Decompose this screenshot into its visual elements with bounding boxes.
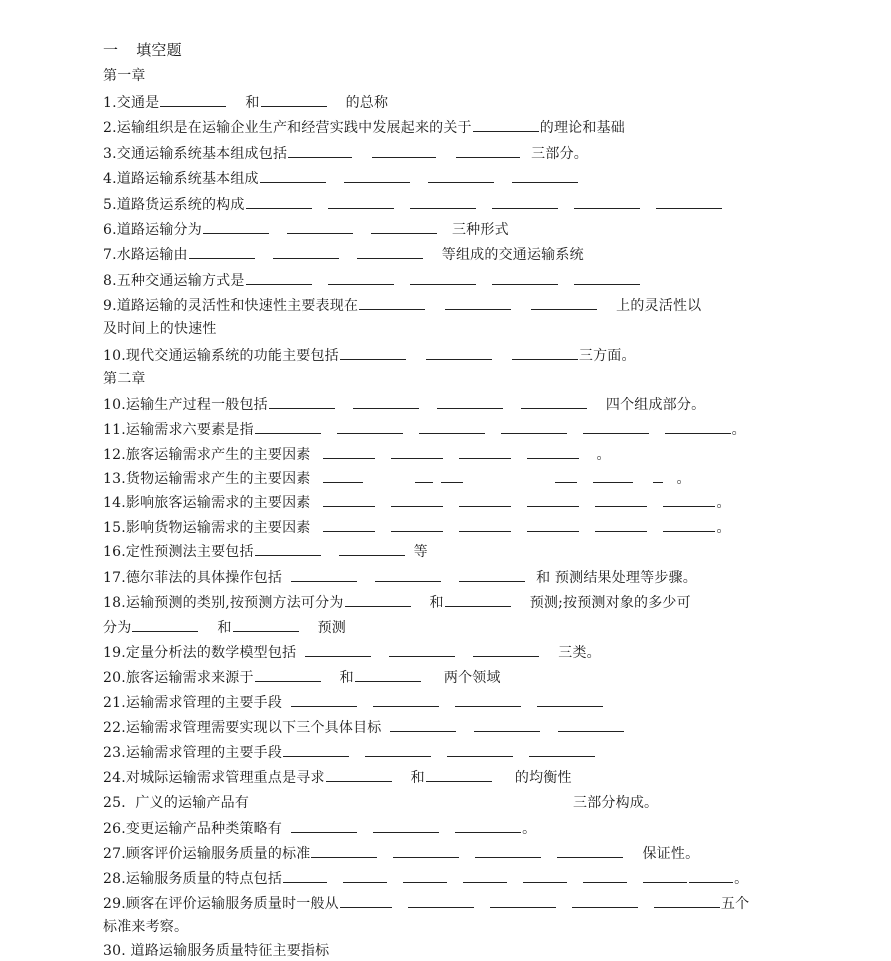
question-16: 16.定性预测法主要包括 等 — [103, 541, 428, 562]
answer-blank[interactable] — [203, 219, 269, 234]
question-29-continued: 标准来考察。 — [103, 919, 189, 935]
answer-blank[interactable] — [373, 818, 439, 833]
answer-blank[interactable] — [344, 168, 410, 183]
question-2: 2.运输组织是在运输企业生产和经营实践中发展起来的关于 的理论和基础 — [103, 117, 625, 138]
answer-blank[interactable] — [408, 893, 474, 908]
question-6: 6.道路运输分为 三种形式 — [103, 219, 509, 240]
answer-blank[interactable] — [558, 717, 624, 732]
chapter-1-heading: 第一章 — [103, 68, 146, 84]
answer-blank[interactable] — [445, 592, 511, 607]
question-27: 27.顾客评价运输服务质量的标准 保证性。 — [103, 843, 699, 864]
question-20: 20.旅客运输需求来源于 和 两个领域 — [103, 667, 501, 688]
answer-blank[interactable] — [323, 468, 363, 483]
answer-blank[interactable] — [328, 270, 394, 285]
answer-blank[interactable] — [359, 295, 425, 310]
answer-blank[interactable] — [393, 843, 459, 858]
question-28: 28.运输服务质量的特点包括 。 — [103, 868, 748, 889]
answer-blank[interactable] — [283, 742, 349, 757]
answer-blank[interactable] — [473, 117, 539, 132]
answer-blank[interactable] — [523, 868, 567, 883]
question-19: 19.定量分析法的数学模型包括 三类。 — [103, 642, 601, 663]
answer-blank[interactable] — [291, 818, 357, 833]
answer-blank[interactable] — [459, 492, 511, 507]
answer-blank[interactable] — [441, 468, 463, 483]
answer-blank[interactable] — [323, 444, 375, 459]
question-25: 25．广义的运输产品有 三部分构成。 — [103, 795, 659, 811]
answer-blank[interactable] — [260, 168, 326, 183]
answer-blank[interactable] — [353, 394, 419, 409]
answer-blank[interactable] — [343, 868, 387, 883]
question-13: 13.货物运输需求产生的主要因素 。 — [103, 468, 691, 489]
answer-blank[interactable] — [527, 492, 579, 507]
answer-blank[interactable] — [447, 742, 513, 757]
question-22: 22.运输需求管理需要实现以下三个具体目标 — [103, 717, 625, 738]
answer-blank[interactable] — [339, 541, 405, 556]
section-heading — [103, 40, 182, 60]
question-15: 15.影响货物运输需求的主要因素 。 — [103, 517, 731, 538]
question-30: 30. 道路运输服务质量特征主要指标 — [103, 943, 330, 959]
question-9-continued: 及时间上的快速性 — [103, 321, 217, 337]
question-3: 3.交通运输系统基本组成包括 三部分。 — [103, 143, 588, 164]
answer-blank[interactable] — [255, 419, 321, 434]
answer-blank[interactable] — [391, 444, 443, 459]
answer-blank[interactable] — [323, 492, 375, 507]
answer-blank[interactable] — [410, 194, 476, 209]
answer-blank[interactable] — [459, 444, 511, 459]
answer-blank[interactable] — [459, 567, 525, 582]
chapter-2-heading: 第二章 — [103, 371, 146, 387]
question-17: 17.德尔菲法的具体操作包括 和 预测结果处理等步骤。 — [103, 567, 697, 588]
answer-blank[interactable] — [521, 394, 587, 409]
answer-blank[interactable] — [373, 692, 439, 707]
answer-blank[interactable] — [246, 194, 312, 209]
answer-blank[interactable] — [391, 492, 443, 507]
question-18: 18.运输预测的类别,按预测方法可分为 和 预测;按预测对象的多少可 — [103, 592, 691, 613]
answer-blank[interactable] — [455, 818, 521, 833]
answer-blank[interactable] — [233, 617, 299, 632]
answer-blank[interactable] — [189, 244, 255, 259]
answer-blank[interactable] — [456, 143, 520, 158]
answer-blank[interactable] — [323, 517, 375, 532]
answer-blank[interactable] — [419, 419, 485, 434]
answer-blank[interactable] — [410, 270, 476, 285]
question-8: 8.五种交通运输方式是 — [103, 270, 641, 291]
answer-blank[interactable] — [455, 692, 521, 707]
answer-blank[interactable] — [583, 419, 649, 434]
question-29: 29.顾客在评价运输服务质量时一般从 五个 — [103, 893, 749, 914]
answer-blank[interactable] — [529, 742, 595, 757]
question-1: 1.交通是 和 的总称 — [103, 92, 388, 113]
answer-blank[interactable] — [595, 492, 647, 507]
question-5: 5.道路货运系统的构成 — [103, 194, 723, 215]
answer-blank[interactable] — [311, 843, 377, 858]
answer-blank[interactable] — [665, 419, 731, 434]
answer-blank[interactable] — [337, 419, 403, 434]
answer-blank[interactable] — [689, 868, 733, 883]
answer-blank[interactable] — [593, 468, 633, 483]
answer-blank[interactable] — [537, 692, 603, 707]
question-26: 26.变更运输产品种类策略有 。 — [103, 818, 536, 839]
answer-blank[interactable] — [475, 843, 541, 858]
question-23: 23.运输需求管理的主要手段 — [103, 742, 596, 763]
answer-blank[interactable] — [288, 143, 352, 158]
answer-blank[interactable] — [574, 194, 640, 209]
answer-blank[interactable] — [357, 244, 423, 259]
answer-blank[interactable] — [663, 492, 715, 507]
question-9: 9.道路运输的灵活性和快速性主要表现在 上的灵活性以 — [103, 295, 701, 316]
answer-blank[interactable] — [426, 767, 492, 782]
answer-blank[interactable] — [557, 843, 623, 858]
question-10a: 10.现代交通运输系统的功能主要包括 三方面。 — [103, 345, 636, 366]
answer-blank[interactable] — [459, 517, 511, 532]
answer-blank[interactable] — [426, 345, 492, 360]
answer-blank[interactable] — [291, 692, 357, 707]
answer-blank[interactable] — [656, 194, 722, 209]
question-7: 7.水路运输由 等组成的交通运输系统 — [103, 244, 584, 265]
answer-blank[interactable] — [403, 868, 447, 883]
answer-blank[interactable] — [340, 345, 406, 360]
answer-blank[interactable] — [428, 168, 494, 183]
answer-blank[interactable] — [512, 345, 578, 360]
answer-blank[interactable] — [572, 893, 638, 908]
answer-blank[interactable] — [261, 92, 327, 107]
question-12: 12.旅客运输需求产生的主要因素 。 — [103, 444, 611, 465]
answer-blank[interactable] — [501, 419, 567, 434]
answer-blank[interactable] — [492, 194, 558, 209]
answer-blank[interactable] — [583, 868, 627, 883]
answer-blank[interactable] — [269, 394, 335, 409]
answer-blank[interactable] — [255, 667, 321, 682]
question-21: 21.运输需求管理的主要手段 — [103, 692, 604, 713]
answer-blank[interactable] — [663, 517, 715, 532]
answer-blank[interactable] — [595, 517, 647, 532]
answer-blank[interactable] — [355, 667, 421, 682]
answer-blank[interactable] — [371, 219, 437, 234]
question-11: 11.运输需求六要素是指 。 — [103, 419, 746, 440]
answer-blank[interactable] — [463, 868, 507, 883]
answer-blank[interactable] — [654, 893, 720, 908]
answer-blank[interactable] — [527, 517, 579, 532]
section-title: 填空题 — [136, 41, 182, 59]
answer-blank[interactable] — [291, 567, 357, 582]
answer-blank[interactable] — [492, 270, 558, 285]
answer-blank[interactable] — [490, 893, 556, 908]
answer-blank[interactable] — [527, 444, 579, 459]
section-number: 一 — [103, 41, 119, 59]
question-24: 24.对城际运输需求管理重点是寻求 和 的均衡性 — [103, 767, 572, 788]
question-10b: 10.运输生产过程一般包括 四个组成部分。 — [103, 394, 705, 415]
answer-blank[interactable] — [415, 468, 433, 483]
answer-blank[interactable] — [255, 541, 321, 556]
answer-blank[interactable] — [340, 893, 392, 908]
question-18-continued: 分为 和 预测 — [103, 617, 346, 638]
answer-blank[interactable] — [437, 394, 503, 409]
answer-blank[interactable] — [372, 143, 436, 158]
answer-blank[interactable] — [375, 567, 441, 582]
answer-blank[interactable] — [365, 742, 431, 757]
answer-blank[interactable] — [390, 717, 456, 732]
answer-blank[interactable] — [391, 517, 443, 532]
answer-blank[interactable] — [273, 244, 339, 259]
answer-blank[interactable] — [283, 868, 327, 883]
answer-blank[interactable] — [643, 868, 687, 883]
answer-blank[interactable] — [574, 270, 640, 285]
answer-blank[interactable] — [473, 642, 539, 657]
answer-blank[interactable] — [653, 468, 663, 483]
answer-blank[interactable] — [160, 92, 226, 107]
question-4: 4.道路运输系统基本组成 — [103, 168, 579, 189]
answer-blank[interactable] — [132, 617, 198, 632]
question-14: 14.影响旅客运输需求的主要因素 。 — [103, 492, 731, 513]
answer-blank[interactable] — [246, 270, 312, 285]
answer-blank[interactable] — [345, 592, 411, 607]
answer-blank[interactable] — [326, 767, 392, 782]
answer-blank[interactable] — [474, 717, 540, 732]
answer-blank[interactable] — [328, 194, 394, 209]
answer-blank[interactable] — [555, 468, 577, 483]
answer-blank[interactable] — [531, 295, 597, 310]
answer-blank[interactable] — [512, 168, 578, 183]
answer-blank[interactable] — [389, 642, 455, 657]
answer-blank[interactable] — [305, 642, 371, 657]
answer-blank[interactable] — [287, 219, 353, 234]
answer-blank[interactable] — [445, 295, 511, 310]
